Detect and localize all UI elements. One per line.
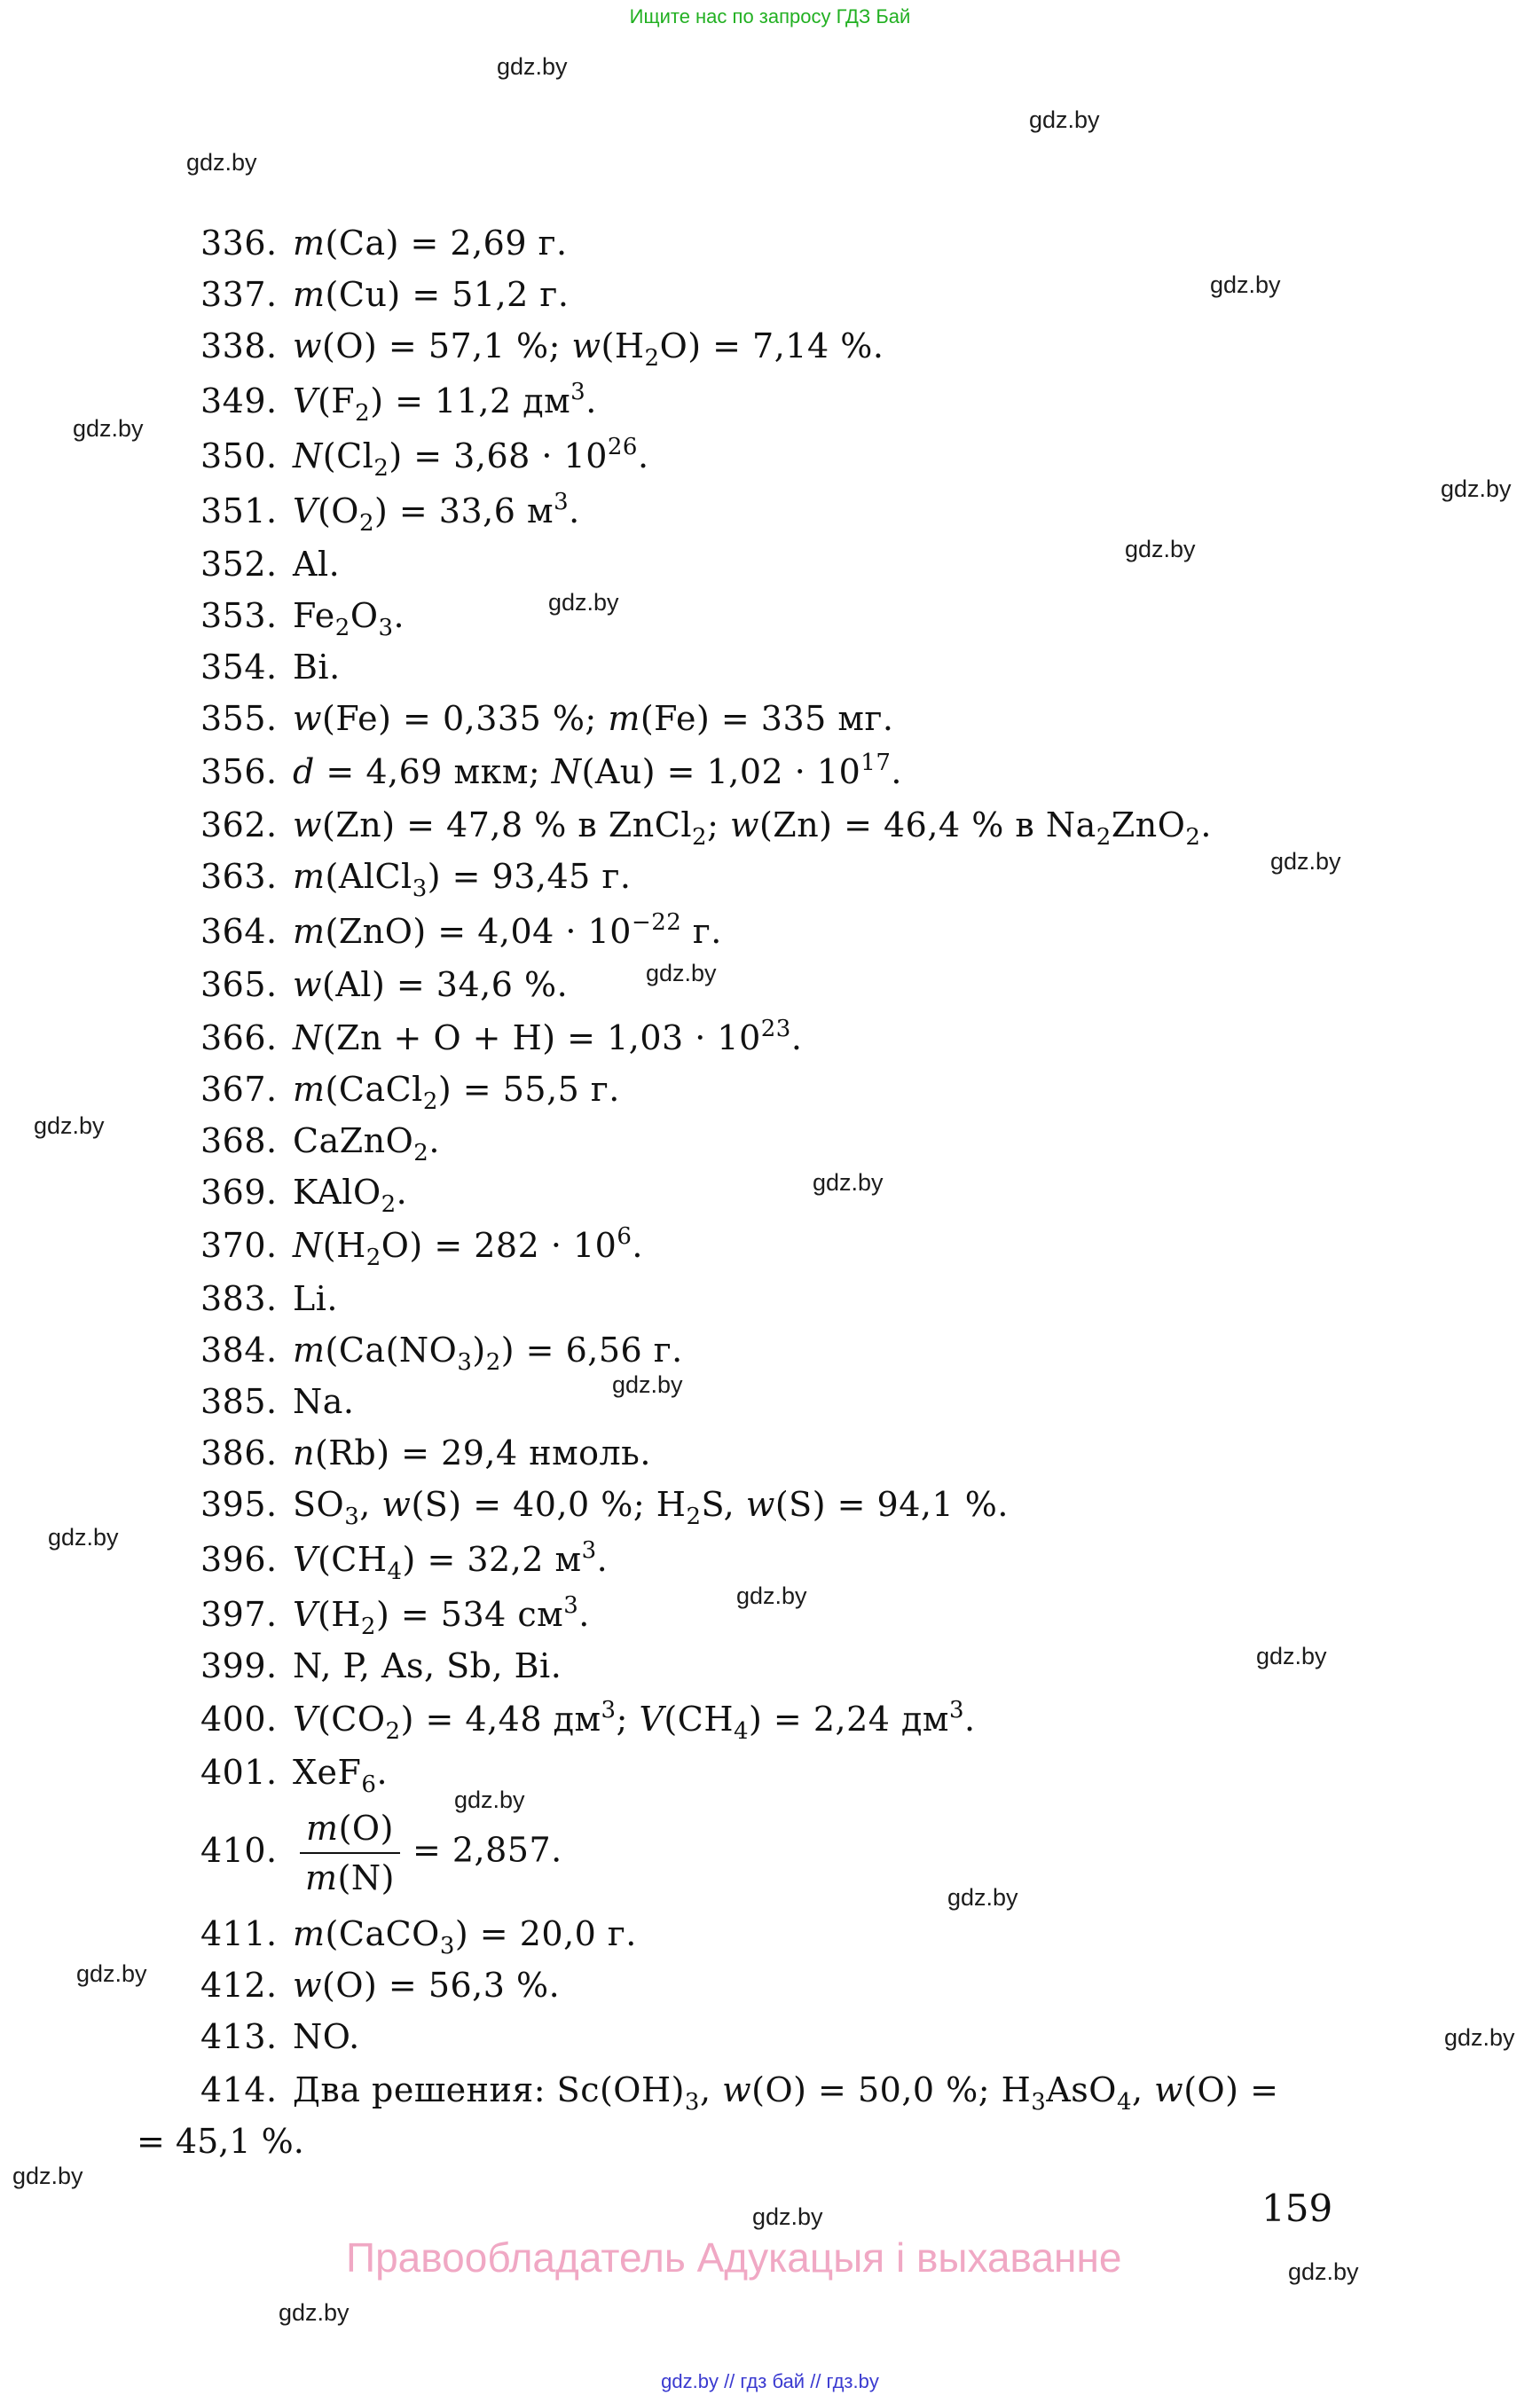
- watermark: gdz.by: [947, 1884, 1018, 1911]
- answer-366: 366. $N(Zn + O + H) = 1,03 \cdot 10^{23}$.: [200, 1016, 803, 1057]
- footer-links[interactable]: gdz.by // гдз бай // гдз.by: [661, 2370, 879, 2392]
- watermark: gdz.by: [1288, 2258, 1359, 2285]
- watermark: gdz.by: [12, 2163, 83, 2189]
- watermark: gdz.by: [186, 149, 257, 176]
- answer-412: 412. w(O) = 56,3 %.: [200, 1966, 561, 2005]
- answer-369: 369. KAlO$_2$.: [200, 1173, 408, 1218]
- answer-385: 385. Na.: [200, 1382, 355, 1421]
- answer-384: 384. $m(Ca(NO_3)_2) = 6,56$ г.: [200, 1331, 683, 1376]
- watermark: gdz.by: [279, 2299, 350, 2326]
- watermark: gdz.by: [34, 1112, 105, 1139]
- watermark: gdz.by: [1256, 1643, 1327, 1669]
- watermark: gdz.by: [1029, 106, 1100, 133]
- answer-400: 400. $V(CO_2) = 4,48$ $дм^3$; $V(CH_4) = 2,24$ $дм^3$.: [200, 1697, 976, 1745]
- answer-401: 401. XeF$_6$.: [200, 1753, 389, 1798]
- answer-336: 336. m(Ca) = 2,69 г.: [200, 224, 568, 263]
- answer-351: 351. $V(O_2) = 33,6$ $м^3$.: [200, 489, 580, 537]
- watermark: gdz.by: [736, 1582, 807, 1609]
- watermark: gdz.by: [612, 1371, 683, 1398]
- watermark: gdz.by: [454, 1787, 525, 1813]
- answer-350: 350. $N(Cl_2) = 3,68 \cdot 10^{26}$.: [200, 434, 649, 482]
- answer-365: 365. w(Al) = 34,6 %.: [200, 965, 569, 1004]
- answer-355: 355. w(Fe) = 0,335 %; m(Fe) = 335 мг.: [200, 699, 894, 738]
- answer-396: 396. $V(CH_4) = 32,2$ $м^3$.: [200, 1537, 609, 1585]
- answer-413: 413. NO.: [200, 2017, 360, 2056]
- answer-362: 362. w(Zn) = 47,8 % в ZnCl$_2$; w(Zn) = 46,4 % в $Na_2ZnO_2$.: [200, 805, 1212, 851]
- watermark: gdz.by: [813, 1169, 884, 1196]
- watermark: gdz.by: [548, 589, 619, 616]
- watermark: gdz.by: [646, 960, 717, 986]
- answer-364: 364. $m(ZnO) = 4,04 \cdot 10^{-22}$ г.: [200, 909, 722, 951]
- watermark: gdz.by: [1125, 536, 1196, 562]
- answer-411: 411. m(CaCO$_3$) = 20,0 г.: [200, 1914, 637, 1959]
- watermark: gdz.by: [752, 2203, 823, 2230]
- answer-353: 353. $Fe_2O_3$.: [200, 596, 405, 641]
- answer-397: 397. $V(H_2) = 534$ $см^3$.: [200, 1592, 590, 1640]
- watermark: gdz.by: [76, 1960, 147, 1987]
- fraction: $\frac{m(O)}{m(N)}$: [300, 1804, 400, 1902]
- answer-338: 338. w(O) = 57,1 %; $w(H_2O) = 7,14$ %.: [200, 326, 884, 372]
- answer-399: 399. N, P, As, Sb, Bi.: [200, 1646, 562, 1685]
- answer-356: 356. d = 4,69 мкм; $N(Au) = 1,02 \cdot 10^{17}$.: [200, 750, 902, 791]
- answer-367: 367. m(CaCl$_2$) = 55,5 г.: [200, 1070, 620, 1115]
- answer-410: 410. $\frac{m(O)}{m(N)}$ = 2,857.: [200, 1804, 562, 1902]
- watermark: gdz.by: [1270, 848, 1341, 875]
- answer-352: 352. Al.: [200, 545, 341, 584]
- page-number: 159: [1261, 2187, 1333, 2230]
- answer-386: 386. n(Rb) = 29,4 нмоль.: [200, 1433, 651, 1472]
- answer-349: 349. $V(F_2) = 11,2$ $дм^3$.: [200, 379, 597, 427]
- answer-337: 337. m(Cu) = 51,2 г.: [200, 275, 570, 314]
- answer-414: 414. Два решения: $Sc(OH)_3$, w(O) = 50,0 %; $H_3AsO_4$, w(O) =: [200, 2070, 1279, 2116]
- watermark: gdz.by: [48, 1524, 119, 1551]
- answer-368: 368. CaZnO$_2$.: [200, 1121, 440, 1166]
- answer-354: 354. Bi.: [200, 648, 341, 687]
- watermark: gdz.by: [497, 53, 568, 80]
- answer-370: 370. $N(H_2O) = 282 \cdot 10^6$.: [200, 1223, 644, 1271]
- watermark: gdz.by: [1441, 475, 1512, 502]
- watermark: gdz.by: [1444, 2024, 1515, 2051]
- answer-414-continuation: = 45,1 %.: [137, 2122, 304, 2161]
- answer-395: 395. $SO_3$, w(S) = 40,0 %; $H_2S$, w(S) = 94,1 %.: [200, 1485, 1009, 1530]
- watermark: gdz.by: [1210, 271, 1281, 298]
- rights-notice: Правообладатель Адукацыя і выхаванне: [346, 2234, 1122, 2281]
- answer-363: 363. m(AlCl$_3$) = 93,45 г.: [200, 857, 632, 902]
- watermark: gdz.by: [73, 415, 144, 442]
- top-banner: Ищите нас по запросу ГДЗ Бай: [629, 5, 911, 27]
- answer-383: 383. Li.: [200, 1279, 338, 1318]
